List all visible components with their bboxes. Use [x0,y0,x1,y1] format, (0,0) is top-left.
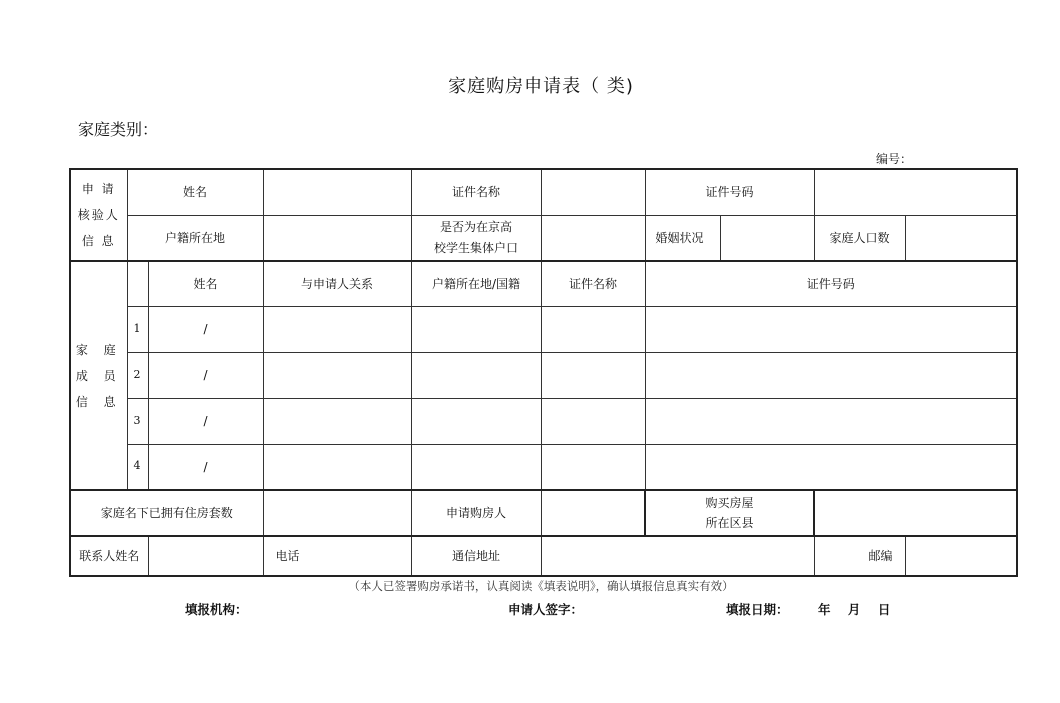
buyer-field[interactable] [541,490,645,536]
marital-label: 婚姻状况 [645,215,720,261]
owned-housing-label: 家庭名下已拥有住房套数 [70,490,263,536]
row-number: 2 [127,352,148,398]
applicant-section-label: 申 请 核验人 信 息 [70,169,127,261]
members-header-id-type: 证件名称 [541,261,645,306]
signature-label: 申请人签字： [508,602,584,617]
table-row [70,444,1017,490]
table-row [70,352,1017,398]
member-relation-field[interactable] [263,306,411,352]
member-hukou-field[interactable] [411,306,541,352]
members-section-label: 家 庭 成 员 信 息 [70,261,127,490]
postcode-field[interactable] [905,536,1017,576]
applicant-id-number-field[interactable] [814,169,1017,215]
row-number: 1 [127,306,148,352]
applicant-hukou-field[interactable] [263,215,411,261]
postcode-label: 邮编 [814,536,905,576]
contact-name-label: 联系人姓名 [70,536,148,576]
date-label: 填报日期： [726,602,789,617]
member-name-slash[interactable]: / [148,306,263,352]
org-label: 填报机构： [185,602,248,617]
member-id-type-field[interactable] [541,398,645,444]
member-name-slash[interactable]: / [148,352,263,398]
row-number: 4 [127,444,148,490]
student-hukou-field[interactable] [541,215,645,261]
table-row [70,398,1017,444]
category-label: 家庭类别： [78,120,159,139]
members-header-index [127,261,148,306]
household-count-label: 家庭人口数 [814,215,905,261]
member-hukou-field[interactable] [411,444,541,490]
row-number: 3 [127,398,148,444]
member-id-number-field[interactable] [645,398,1017,444]
declaration-note: （本人已签署购房承诺书，认真阅读《填表说明》，确认填报信息真实有效） [348,579,734,593]
member-name-slash[interactable]: / [148,398,263,444]
member-id-type-field[interactable] [541,352,645,398]
owned-housing-field[interactable] [263,490,411,536]
member-relation-field[interactable] [263,444,411,490]
student-hukou-label: 是否为在京高 校学生集体户口 [411,215,541,261]
applicant-id-type-label: 证件名称 [411,169,541,215]
form-title: 家庭购房申请表（ 类) [448,76,634,97]
buyer-label: 申请购房人 [411,490,541,536]
address-label: 通信地址 [411,536,541,576]
district-label: 购买房屋 所在区县 [645,490,814,536]
members-header-id-number: 证件号码 [645,261,1017,306]
contact-name-field[interactable] [148,536,263,576]
household-count-field[interactable] [905,215,1017,261]
member-relation-field[interactable] [263,398,411,444]
member-hukou-field[interactable] [411,398,541,444]
member-id-number-field[interactable] [645,352,1017,398]
applicant-name-label: 姓名 [127,169,263,215]
applicant-id-number-label: 证件号码 [645,169,814,215]
members-header-hukou: 户籍所在地/国籍 [411,261,541,306]
address-field[interactable] [541,536,814,576]
member-id-number-field[interactable] [645,444,1017,490]
marital-field[interactable] [720,215,814,261]
applicant-hukou-label: 户籍所在地 [127,215,263,261]
members-header-relation: 与申请人关系 [263,261,411,306]
table-row [70,306,1017,352]
member-hukou-field[interactable] [411,352,541,398]
date-fields[interactable]: 年 月 日 [818,602,891,617]
application-form-table [69,168,1018,577]
member-relation-field[interactable] [263,352,411,398]
phone-label: 电话 [263,536,411,576]
district-field[interactable] [814,490,1017,536]
members-header-name: 姓名 [148,261,263,306]
member-name-slash[interactable]: / [148,444,263,490]
member-id-type-field[interactable] [541,306,645,352]
applicant-name-field[interactable] [263,169,411,215]
member-id-type-field[interactable] [541,444,645,490]
serial-label: 编号： [876,152,913,166]
member-id-number-field[interactable] [645,306,1017,352]
applicant-id-type-field[interactable] [541,169,645,215]
